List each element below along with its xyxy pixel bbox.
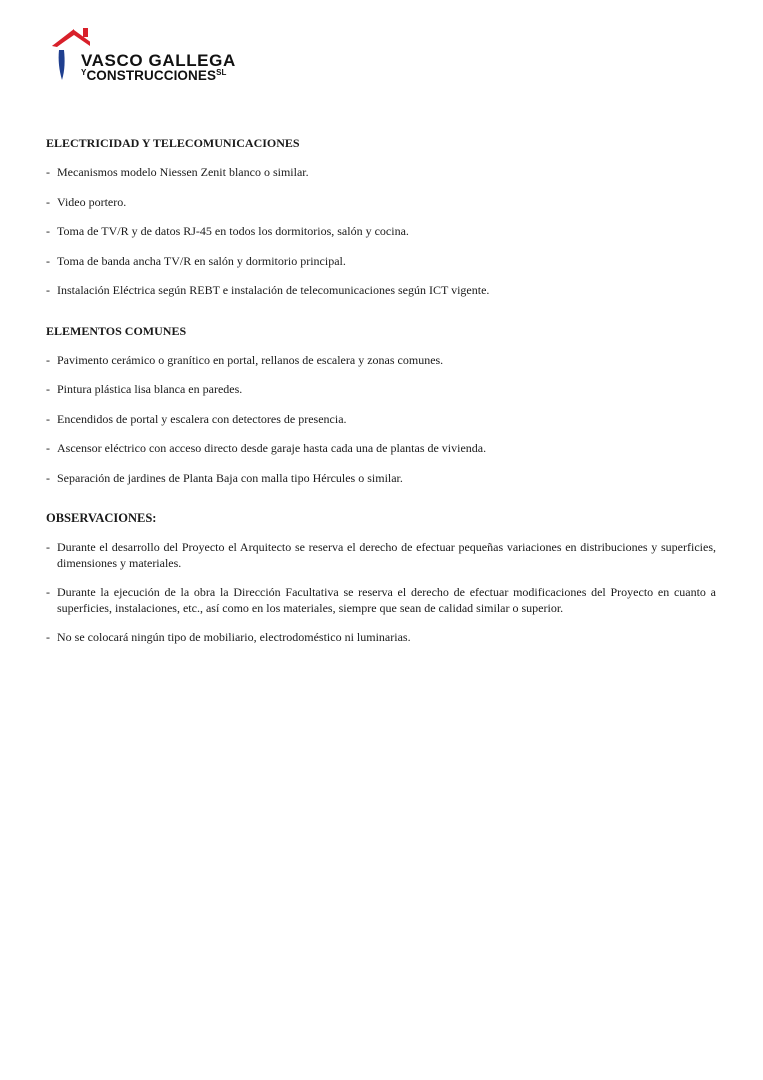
list-item bbox=[46, 412, 716, 428]
bullet-dash: - bbox=[46, 470, 50, 485]
document-body bbox=[46, 135, 716, 660]
list-item-text: Pintura plástica lisa blanca en paredes. bbox=[57, 382, 243, 396]
list-item-text: Durante la ejecución de la obra la Dirección Facultativa se reserva el derecho de efectuar modificaciones del Proyecto en cuanto a superficies, instalaciones, etc., así como en los materiales, siempre que sean de calidad similar o superior. bbox=[57, 585, 716, 615]
logo-company-name: VASCO GALLEGA bbox=[81, 51, 236, 70]
list-item-text: No se colocará ningún tipo de mobiliario, electrodoméstico ni luminarias. bbox=[57, 630, 411, 644]
list-item-text: Instalación Eléctrica según REBT e instalación de telecomunicaciones según ICT vigente. bbox=[57, 283, 490, 297]
section-observaciones bbox=[46, 510, 716, 646]
list-item bbox=[46, 283, 716, 299]
logo-suffix: SL bbox=[216, 68, 227, 77]
list-item-text: Encendidos de portal y escalera con detectores de presencia. bbox=[57, 411, 347, 426]
bullet-dash: - bbox=[46, 441, 50, 455]
bullet-dash: - bbox=[46, 165, 50, 179]
list-item bbox=[46, 471, 716, 487]
list-item-text: Pavimento cerámico o granítico en portal, rellanos de escalera y zonas comunes. bbox=[57, 352, 444, 367]
bullet-dash: - bbox=[46, 253, 50, 268]
list-item-text: Toma de banda ancha TV/R en salón y dormitorio principal. bbox=[57, 253, 346, 268]
list-item-text: Separación de jardines de Planta Baja con malla tipo Hércules o similar. bbox=[57, 470, 403, 485]
list-item-text: Durante el desarrollo del Proyecto el Arquitecto se reserva el derecho de efectuar pequeñas variaciones en distribuciones y superficies, dimensiones y materiales. bbox=[57, 540, 716, 570]
section-electricidad bbox=[46, 135, 716, 299]
list-item bbox=[46, 441, 716, 457]
list-item bbox=[46, 195, 716, 211]
list-item-text: Video portero. bbox=[57, 194, 127, 209]
list-item bbox=[46, 382, 716, 398]
list-item bbox=[46, 254, 716, 270]
section-title: OBSERVACIONES: bbox=[46, 511, 157, 525]
section-elementos-comunes bbox=[46, 323, 716, 487]
list-item bbox=[46, 165, 716, 181]
bullet-dash: - bbox=[46, 411, 50, 426]
bullet-dash: - bbox=[46, 585, 50, 599]
bullet-dash: - bbox=[46, 382, 50, 396]
bullet-dash: - bbox=[46, 283, 50, 297]
list-item bbox=[46, 630, 716, 646]
section-title: ELECTRICIDAD Y TELECOMUNICACIONES bbox=[46, 136, 300, 150]
list-item-text: Toma de TV/R y de datos RJ-45 en todos los dormitorios, salón y cocina. bbox=[57, 224, 409, 238]
logo-company-subtitle bbox=[81, 68, 227, 83]
bullet-dash: - bbox=[46, 630, 50, 644]
list-item bbox=[46, 353, 716, 369]
list-item-text: Mecanismos modelo Niessen Zenit blanco o similar. bbox=[57, 165, 309, 179]
logo-company-type: CONSTRUCCIONES bbox=[86, 68, 217, 83]
logo-prefix: Y bbox=[81, 68, 87, 77]
bullet-dash: - bbox=[46, 540, 50, 554]
list-item-text: Ascensor eléctrico con acceso directo desde garaje hasta cada una de plantas de vivienda. bbox=[57, 441, 487, 455]
list-item bbox=[46, 585, 716, 616]
list-item bbox=[46, 540, 716, 571]
list-item bbox=[46, 224, 716, 240]
bullet-dash: - bbox=[46, 194, 50, 209]
bullet-dash: - bbox=[46, 224, 50, 238]
bullet-dash: - bbox=[46, 352, 50, 367]
company-logo bbox=[50, 24, 260, 86]
section-title: ELEMENTOS COMUNES bbox=[46, 323, 187, 338]
